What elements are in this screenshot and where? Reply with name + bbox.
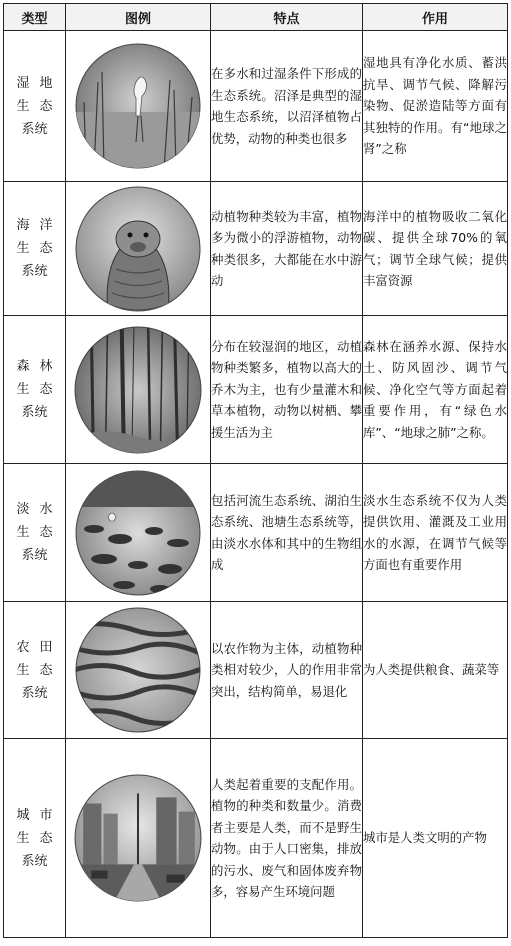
- type-cell: [4, 739, 66, 938]
- farmland-image: [74, 606, 202, 734]
- lotus-pond-image: [74, 469, 202, 597]
- type-cell: [4, 464, 66, 602]
- function-cell: 淡水生态系统不仅为人类提供饮用、灌溉及工业用水的水源，在调节气候等方面也有重要作用: [363, 464, 508, 602]
- type-line1: 湿地: [16, 75, 63, 91]
- image-cell: [66, 31, 211, 182]
- type-line3: 系统: [21, 853, 48, 869]
- feature-cell: 在多水和过湿条件下形成的生态系统。沼泽是典型的湿地生态系统，以沼泽植物占优势，动物的种类也很多: [211, 31, 363, 182]
- function-cell: 湿地具有净化水质、蓄洪抗旱、调节气候、降解污染物、促淤造陆等方面有其独特的作用。有“地球之肾”之称: [363, 31, 508, 182]
- function-cell: 海洋中的植物吸收二氧化碳、提供全球70%的氧气；调节全球气候；提供丰富资源: [363, 182, 508, 316]
- type-line1: 森林: [16, 359, 63, 374]
- table-row-city: [4, 739, 508, 938]
- wetland-heron-image: [74, 42, 202, 170]
- walrus-image: [74, 185, 202, 313]
- table-row-farmland: [4, 602, 508, 739]
- image-cell: [66, 182, 211, 316]
- header-illustration: 图例: [66, 4, 211, 31]
- type-cell: [4, 182, 66, 316]
- type-cell: [4, 316, 66, 464]
- type-cell: [4, 602, 66, 739]
- city-street-image: [73, 773, 203, 903]
- type-line3: 系统: [21, 548, 48, 563]
- feature-cell: 动植物种类较为丰富，植物多为微小的浮游植物，动物种类很多，大都能在水中游动: [211, 182, 363, 316]
- type-line1: 农田: [16, 639, 63, 655]
- type-line2: 生态: [16, 830, 63, 846]
- type-line3: 系统: [21, 685, 48, 701]
- type-line1: 海洋: [16, 218, 63, 233]
- type-line1: 城市: [16, 807, 63, 823]
- type-line1: 淡水: [16, 502, 63, 517]
- header-type: 类型: [4, 4, 66, 31]
- type-line2: 生态: [16, 382, 63, 397]
- image-cell: [66, 464, 211, 602]
- table-row-freshwater: [4, 464, 508, 602]
- type-cell: [4, 31, 66, 182]
- type-line2: 生态: [16, 241, 63, 256]
- table-row-forest: [4, 316, 508, 464]
- type-line2: 生态: [16, 525, 63, 540]
- table-row-ocean: [4, 182, 508, 316]
- table-row-wetland: [4, 31, 508, 182]
- image-cell: [66, 602, 211, 739]
- image-cell: [66, 316, 211, 464]
- feature-cell: 分布在较湿润的地区，动植物种类繁多，植物以高大的乔木为主，也有少量灌木和草本植物，动物以树栖、攀援生活为主: [211, 316, 363, 464]
- type-line3: 系统: [21, 264, 48, 279]
- function-cell: 森林在涵养水源、保持水土、防风固沙、调节气候、净化空气等方面起着重要作用，有“绿色水库”、“地球之肺”之称。: [363, 316, 508, 464]
- type-line2: 生态: [16, 98, 63, 114]
- header-features: 特点: [211, 4, 363, 31]
- header-row: [4, 4, 508, 31]
- feature-cell: 包括河流生态系统、湖泊生态系统、池塘生态系统等，由淡水水体和其中的生物组成: [211, 464, 363, 602]
- image-cell: [66, 739, 211, 938]
- forest-image: [73, 325, 203, 455]
- ecosystem-table: [3, 3, 508, 938]
- feature-cell: 以农作物为主体，动植物种类相对较少，人的作用非常突出，结构简单，易退化: [211, 602, 363, 739]
- feature-cell: 人类起着重要的支配作用。植物的种类和数量少。消费者主要是人类，而不是野生动物。由于人口密集，排放的污水、废气和固体废弃物多，容易产生环境问题: [211, 739, 363, 938]
- type-line3: 系统: [21, 405, 48, 420]
- type-line2: 生态: [16, 662, 63, 678]
- function-cell: 城市是人类文明的产物: [363, 739, 508, 938]
- header-function: 作用: [363, 4, 508, 31]
- type-line3: 系统: [21, 121, 48, 137]
- function-cell: 为人类提供粮食、蔬菜等: [363, 602, 508, 739]
